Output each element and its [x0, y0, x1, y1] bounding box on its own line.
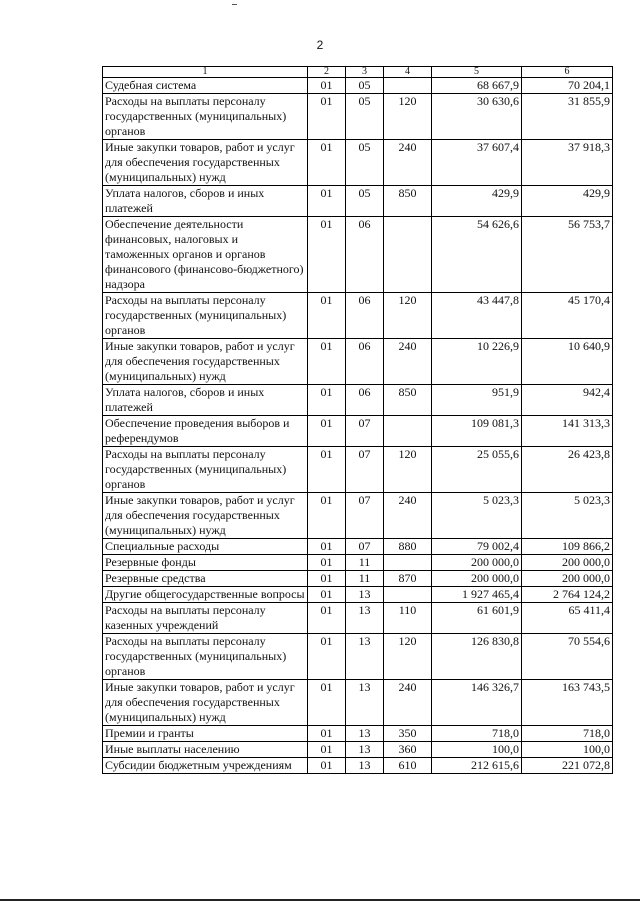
row-section-code: 01: [308, 94, 346, 140]
row-subsection-code: 05: [346, 78, 384, 94]
row-value-2: 70 554,6: [522, 634, 613, 680]
row-expense-kind: 120: [384, 447, 432, 493]
row-section-code: 01: [308, 447, 346, 493]
row-section-code: 01: [308, 339, 346, 385]
row-value-1: 61 601,9: [432, 603, 522, 634]
row-expense-kind: [384, 555, 432, 571]
row-subsection-code: 06: [346, 385, 384, 416]
row-name: Резервные средства: [103, 571, 308, 587]
row-section-code: 01: [308, 634, 346, 680]
row-subsection-code: 06: [346, 339, 384, 385]
row-expense-kind: 850: [384, 385, 432, 416]
row-subsection-code: 07: [346, 493, 384, 539]
row-value-2: 45 170,4: [522, 293, 613, 339]
row-value-1: 10 226,9: [432, 339, 522, 385]
table-row: [103, 217, 613, 293]
table-body: [103, 78, 613, 774]
row-name: Специальные расходы: [103, 539, 308, 555]
row-subsection-code: 13: [346, 742, 384, 758]
row-section-code: 01: [308, 539, 346, 555]
table-row: [103, 742, 613, 758]
row-subsection-code: 11: [346, 571, 384, 587]
col-header-value-1: 5: [432, 67, 522, 78]
row-value-2: 100,0: [522, 742, 613, 758]
col-header-section: 2: [308, 67, 346, 78]
row-name: Уплата налогов, сборов и иных платежей: [103, 186, 308, 217]
row-name: Обеспечение деятельности финансовых, налоговых и таможенных органов и органов финансового (финансово-бюджетного) надзора: [103, 217, 308, 293]
row-name: Иные выплаты населению: [103, 742, 308, 758]
table-row: [103, 603, 613, 634]
row-value-1: 200 000,0: [432, 571, 522, 587]
row-value-1: 146 326,7: [432, 680, 522, 726]
row-value-2: 70 204,1: [522, 78, 613, 94]
scan-mark: [232, 4, 237, 5]
row-value-1: 126 830,8: [432, 634, 522, 680]
row-section-code: 01: [308, 78, 346, 94]
row-value-1: 54 626,6: [432, 217, 522, 293]
row-section-code: 01: [308, 680, 346, 726]
col-header-subsection: 3: [346, 67, 384, 78]
row-subsection-code: 13: [346, 758, 384, 774]
table-row: [103, 493, 613, 539]
row-section-code: 01: [308, 217, 346, 293]
row-value-1: 43 447,8: [432, 293, 522, 339]
table-header-row: [103, 67, 613, 78]
row-expense-kind: 360: [384, 742, 432, 758]
row-expense-kind: 240: [384, 493, 432, 539]
row-name: Иные закупки товаров, работ и услуг для обеспечения государственных (муниципальных) нужд: [103, 493, 308, 539]
row-section-code: 01: [308, 555, 346, 571]
row-expense-kind: 240: [384, 339, 432, 385]
row-value-2: 56 753,7: [522, 217, 613, 293]
col-header-name: 1: [103, 67, 308, 78]
row-section-code: 01: [308, 385, 346, 416]
table-row: [103, 555, 613, 571]
row-section-code: 01: [308, 571, 346, 587]
row-name: Другие общегосударственные вопросы: [103, 587, 308, 603]
table-row: [103, 680, 613, 726]
row-subsection-code: 13: [346, 603, 384, 634]
row-value-2: 221 072,8: [522, 758, 613, 774]
col-header-kind: 4: [384, 67, 432, 78]
row-expense-kind: 120: [384, 293, 432, 339]
row-section-code: 01: [308, 416, 346, 447]
row-subsection-code: 07: [346, 447, 384, 493]
row-value-1: 5 023,3: [432, 493, 522, 539]
row-name: Иные закупки товаров, работ и услуг для обеспечения государственных (муниципальных) нужд: [103, 680, 308, 726]
table-row: [103, 587, 613, 603]
row-value-1: 200 000,0: [432, 555, 522, 571]
row-value-2: 718,0: [522, 726, 613, 742]
row-subsection-code: 11: [346, 555, 384, 571]
row-value-1: 37 607,4: [432, 140, 522, 186]
row-name: Расходы на выплаты персоналу государственных (муниципальных) органов: [103, 447, 308, 493]
row-value-1: 951,9: [432, 385, 522, 416]
row-subsection-code: 06: [346, 293, 384, 339]
row-name: Резервные фонды: [103, 555, 308, 571]
row-value-2: 5 023,3: [522, 493, 613, 539]
row-subsection-code: 13: [346, 680, 384, 726]
row-value-1: 1 927 465,4: [432, 587, 522, 603]
row-section-code: 01: [308, 293, 346, 339]
row-section-code: 01: [308, 726, 346, 742]
row-expense-kind: 110: [384, 603, 432, 634]
row-expense-kind: [384, 416, 432, 447]
row-value-2: 200 000,0: [522, 571, 613, 587]
row-section-code: 01: [308, 587, 346, 603]
table-row: [103, 416, 613, 447]
row-expense-kind: 240: [384, 680, 432, 726]
row-value-1: 100,0: [432, 742, 522, 758]
row-value-1: 718,0: [432, 726, 522, 742]
row-value-1: 68 667,9: [432, 78, 522, 94]
row-expense-kind: [384, 78, 432, 94]
row-value-2: 141 313,3: [522, 416, 613, 447]
row-subsection-code: 06: [346, 217, 384, 293]
table-row: [103, 571, 613, 587]
row-name: Иные закупки товаров, работ и услуг для обеспечения государственных (муниципальных) нужд: [103, 140, 308, 186]
budget-table: [102, 66, 613, 774]
row-subsection-code: 13: [346, 634, 384, 680]
row-section-code: 01: [308, 493, 346, 539]
row-section-code: 01: [308, 186, 346, 217]
row-value-1: 25 055,6: [432, 447, 522, 493]
row-name: Судебная система: [103, 78, 308, 94]
row-expense-kind: 850: [384, 186, 432, 217]
row-value-2: 942,4: [522, 385, 613, 416]
row-value-2: 200 000,0: [522, 555, 613, 571]
row-subsection-code: 07: [346, 539, 384, 555]
row-subsection-code: 13: [346, 587, 384, 603]
page-bottom-rule: [0, 899, 640, 901]
row-section-code: 01: [308, 742, 346, 758]
row-name: Обеспечение проведения выборов и референдумов: [103, 416, 308, 447]
row-value-2: 37 918,3: [522, 140, 613, 186]
table-row: [103, 447, 613, 493]
row-expense-kind: 610: [384, 758, 432, 774]
table-row: [103, 385, 613, 416]
row-subsection-code: 05: [346, 140, 384, 186]
row-section-code: 01: [308, 140, 346, 186]
row-subsection-code: 05: [346, 186, 384, 217]
row-name: Расходы на выплаты персоналу государственных (муниципальных) органов: [103, 293, 308, 339]
row-value-1: 109 081,3: [432, 416, 522, 447]
row-name: Уплата налогов, сборов и иных платежей: [103, 385, 308, 416]
row-subsection-code: 13: [346, 726, 384, 742]
row-expense-kind: [384, 217, 432, 293]
row-expense-kind: 120: [384, 634, 432, 680]
table-row: [103, 186, 613, 217]
row-value-1: 79 002,4: [432, 539, 522, 555]
table-row: [103, 140, 613, 186]
row-value-1: 212 615,6: [432, 758, 522, 774]
row-value-1: 429,9: [432, 186, 522, 217]
row-value-2: 429,9: [522, 186, 613, 217]
row-section-code: 01: [308, 758, 346, 774]
table-row: [103, 539, 613, 555]
row-expense-kind: 350: [384, 726, 432, 742]
row-name: Иные закупки товаров, работ и услуг для обеспечения государственных (муниципальных) нужд: [103, 339, 308, 385]
col-header-value-2: 6: [522, 67, 613, 78]
row-name: Субсидии бюджетным учреждениям: [103, 758, 308, 774]
table-row: [103, 94, 613, 140]
table-row: [103, 293, 613, 339]
row-expense-kind: 120: [384, 94, 432, 140]
row-name: Расходы на выплаты персоналу государственных (муниципальных) органов: [103, 94, 308, 140]
row-subsection-code: 07: [346, 416, 384, 447]
row-value-2: 109 866,2: [522, 539, 613, 555]
table-row: [103, 78, 613, 94]
row-section-code: 01: [308, 603, 346, 634]
row-value-2: 26 423,8: [522, 447, 613, 493]
row-expense-kind: 240: [384, 140, 432, 186]
row-value-1: 30 630,6: [432, 94, 522, 140]
table-row: [103, 339, 613, 385]
table-row: [103, 726, 613, 742]
row-subsection-code: 05: [346, 94, 384, 140]
row-name: Расходы на выплаты персоналу государственных (муниципальных) органов: [103, 634, 308, 680]
row-expense-kind: [384, 587, 432, 603]
row-value-2: 2 764 124,2: [522, 587, 613, 603]
row-name: Премии и гранты: [103, 726, 308, 742]
row-value-2: 65 411,4: [522, 603, 613, 634]
page-number: 2: [316, 38, 324, 52]
row-value-2: 163 743,5: [522, 680, 613, 726]
table-row: [103, 758, 613, 774]
row-name: Расходы на выплаты персоналу казенных учреждений: [103, 603, 308, 634]
row-value-2: 10 640,9: [522, 339, 613, 385]
row-expense-kind: 870: [384, 571, 432, 587]
row-value-2: 31 855,9: [522, 94, 613, 140]
row-expense-kind: 880: [384, 539, 432, 555]
table-row: [103, 634, 613, 680]
